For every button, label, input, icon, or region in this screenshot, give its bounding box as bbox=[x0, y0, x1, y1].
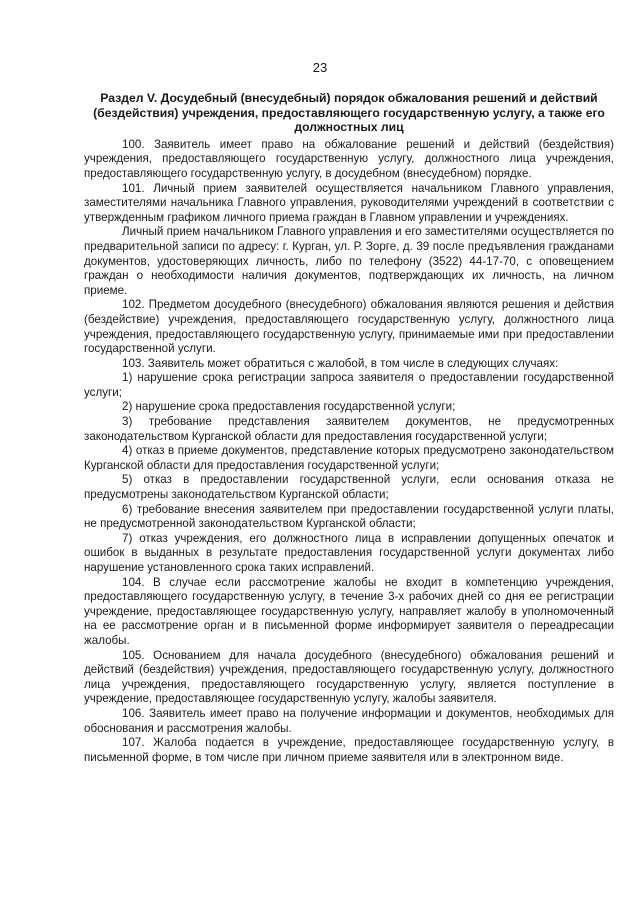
list-item-6: 6) требование внесения заявителем при предоставлении государственной услуги платы, не предусмотренной законодательством Курганской области; bbox=[84, 502, 614, 531]
section-heading: Раздел V. Досудебный (внесудебный) порядок обжалования решений и действий (бездействия) учреждения, предоставляющего государственную услугу, а также его должностных лиц bbox=[93, 91, 605, 135]
paragraph-101: 101. Личный прием заявителей осуществляется начальником Главного управления, заместителями начальника Главного управления, руководителями учреждений в соответствии с утвержденным графиком личного приема граждан в Главном управлении и учреждениях. bbox=[84, 181, 614, 224]
list-item-4: 4) отказ в приеме документов, представление которых предусмотрено законодательством Курганской области для предоставления государственной услуги; bbox=[84, 444, 614, 472]
paragraph-100: 100. Заявитель имеет право на обжалование решений и действий (бездействия) учреждения, предоставляющего государственную услугу, должностного лица учреждения, предоставляющего государственную услугу, в досудебном (внесудебном) порядке. bbox=[84, 137, 614, 180]
list-item-5: 5) отказ в предоставлении государственной услуги, если основания отказа не предусмотрены законодательством Курганской области; bbox=[84, 473, 614, 502]
paragraph-106: 106. Заявитель имеет право на получение информации и документов, необходимых для обоснования и рассмотрения жалобы. bbox=[84, 706, 614, 735]
paragraph-101-reception: Личный прием начальником Главного управления и его заместителями осуществляется по предварительной записи по адресу: г. Курган, ул. Р. Зорге, д. 39 после предъявления гражданами документов, удостоверяющих личность, либо по телефону (3522) 44-17-70, с оповещением граждан о необходимости наличия документов, подтверждающих их личность, на личном приеме. bbox=[84, 225, 614, 297]
list-item-3: 3) требование представления заявителем документов, не предусмотренных законодательством Курганской области для предоставления государственной услуги; bbox=[84, 415, 614, 443]
paragraph-102: 102. Предметом досудебного (внесудебного) обжалования являются решения и действия (бездействие) учреждения, предоставляющего государственную услугу, должностного лица учреждения, предоставляющего государственную услугу, принимаемые ими при предоставлении государственной услуги. bbox=[84, 298, 614, 356]
page-number: 23 bbox=[312, 60, 328, 75]
page-content bbox=[84, 91, 614, 765]
paragraph-104: 104. В случае если рассмотрение жалобы не входит в компетенцию учреждения, предоставляющего государственную услугу, в течение 3-х рабочих дней со дня ее регистрации учреждение, предоставляющее государственную услугу, направляет жалобу в уполномоченный на ее рассмотрение орган и в письменной форме информирует заявителя о переадресации жалобы. bbox=[84, 575, 614, 647]
list-item-7: 7) отказ учреждения, его должностного лица в исправлении допущенных опечаток и ошибок в выданных в результате предоставления государственной услуги документах либо нарушение установленного срока таких исправлений. bbox=[84, 531, 614, 574]
paragraph-107: 107. Жалоба подается в учреждение, предоставляющее государственную услугу, в письменной форме, в том числе при личном приеме заявителя или в электронном виде. bbox=[84, 736, 614, 764]
list-item-1: 1) нарушение срока регистрации запроса заявителя о предоставлении государственной услуги; bbox=[84, 371, 614, 399]
list-item-2: 2) нарушение срока предоставления государственной услуги; bbox=[122, 400, 456, 414]
paragraph-105: 105. Основанием для начала досудебного (внесудебного) обжалования решений и действий (бездействия) учреждения, предоставляющего государственную услугу, должностного лица учреждения, предоставляющего государственную услугу, является поступление в учреждение, предоставляющее государственную услугу, жалобы заявителя. bbox=[84, 648, 614, 706]
paragraph-103: 103. Заявитель может обратиться с жалобой, в том числе в следующих случаях: bbox=[122, 356, 559, 370]
